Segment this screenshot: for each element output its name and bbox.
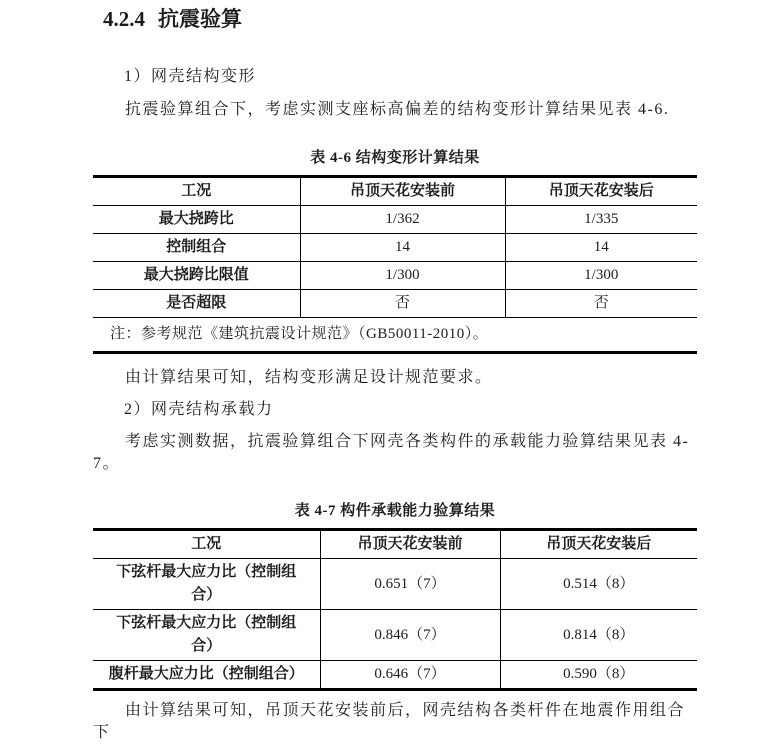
value-cell: 14 <box>300 234 505 262</box>
row-label-cell: 是否超限 <box>93 290 300 318</box>
para-intro-2: 考虑实测数据，抗震验算组合下网壳各类构件的承载能力验算结果见表 4-7。 <box>93 433 690 472</box>
para-intro-1: 抗震验算组合下，考虑实测支座标高偏差的结构变形计算结果见表 4-6. <box>125 101 670 118</box>
table-row <box>93 559 697 610</box>
row-label-cell: 控制组合 <box>93 234 300 262</box>
table-4-6-header-row <box>93 177 697 206</box>
value-cell: 0.514（8） <box>500 559 697 610</box>
value-cell: 1/300 <box>300 262 505 290</box>
table-note: 注：参考规范《建筑抗震设计规范》（GB50011-2010）。 <box>93 318 697 353</box>
table-4-7-header-row <box>93 530 697 559</box>
value-cell: 0.651（7） <box>320 559 500 610</box>
row-label-cell: 最大挠跨比 <box>93 206 300 234</box>
value-cell: 0.814（8） <box>500 610 697 661</box>
table-4-7 <box>93 528 697 691</box>
value-cell: 14 <box>505 234 697 262</box>
header-cell-condition: 工况 <box>93 530 320 559</box>
row-label-cell: 最大挠跨比限值 <box>93 262 300 290</box>
section-number: 4.2.4 <box>103 7 145 31</box>
para-conclusion-2: 由计算结果可知，吊顶天花安装前后，网壳结构各类杆件在地震作用组合下 <box>93 702 686 741</box>
table-4-6-caption: 表 4-6 结构变形计算结果 <box>310 150 480 166</box>
value-cell: 1/362 <box>300 206 505 234</box>
table-row <box>93 206 697 234</box>
value-cell: 否 <box>505 290 697 318</box>
table-4-6 <box>93 175 697 354</box>
table-row <box>93 610 697 661</box>
value-cell: 否 <box>300 290 505 318</box>
document-page <box>0 6 783 741</box>
header-cell-before: 吊顶天花安装前 <box>300 177 505 206</box>
value-cell: 0.590（8） <box>500 661 697 690</box>
header-cell-after: 吊顶天花安装后 <box>500 530 697 559</box>
row-label-cell: 下弦杆最大应力比（控制组合） <box>93 610 320 661</box>
value-cell: 0.846（7） <box>320 610 500 661</box>
table-row <box>93 661 697 690</box>
value-cell: 1/300 <box>505 262 697 290</box>
value-cell: 0.646（7） <box>320 661 500 690</box>
row-label-cell: 下弦杆最大应力比（控制组合） <box>93 559 320 610</box>
value-cell: 1/335 <box>505 206 697 234</box>
para-conclusion-1: 由计算结果可知，结构变形满足设计规范要求。 <box>125 369 493 386</box>
section-heading <box>103 6 697 32</box>
section-title: 抗震验算 <box>158 7 242 31</box>
table-row <box>93 262 697 290</box>
header-cell-after: 吊顶天花安装后 <box>505 177 697 206</box>
table-row <box>93 234 697 262</box>
table-4-7-caption: 表 4-7 构件承载能力验算结果 <box>294 503 496 519</box>
para-item-2: 2）网壳结构承载力 <box>124 401 274 418</box>
row-label-cell: 腹杆最大应力比（控制组合） <box>93 661 320 690</box>
header-cell-condition: 工况 <box>93 177 300 206</box>
table-row <box>93 290 697 318</box>
para-item-1: 1）网壳结构变形 <box>124 68 257 85</box>
table-note-row <box>93 318 697 353</box>
header-cell-before: 吊顶天花安装前 <box>320 530 500 559</box>
